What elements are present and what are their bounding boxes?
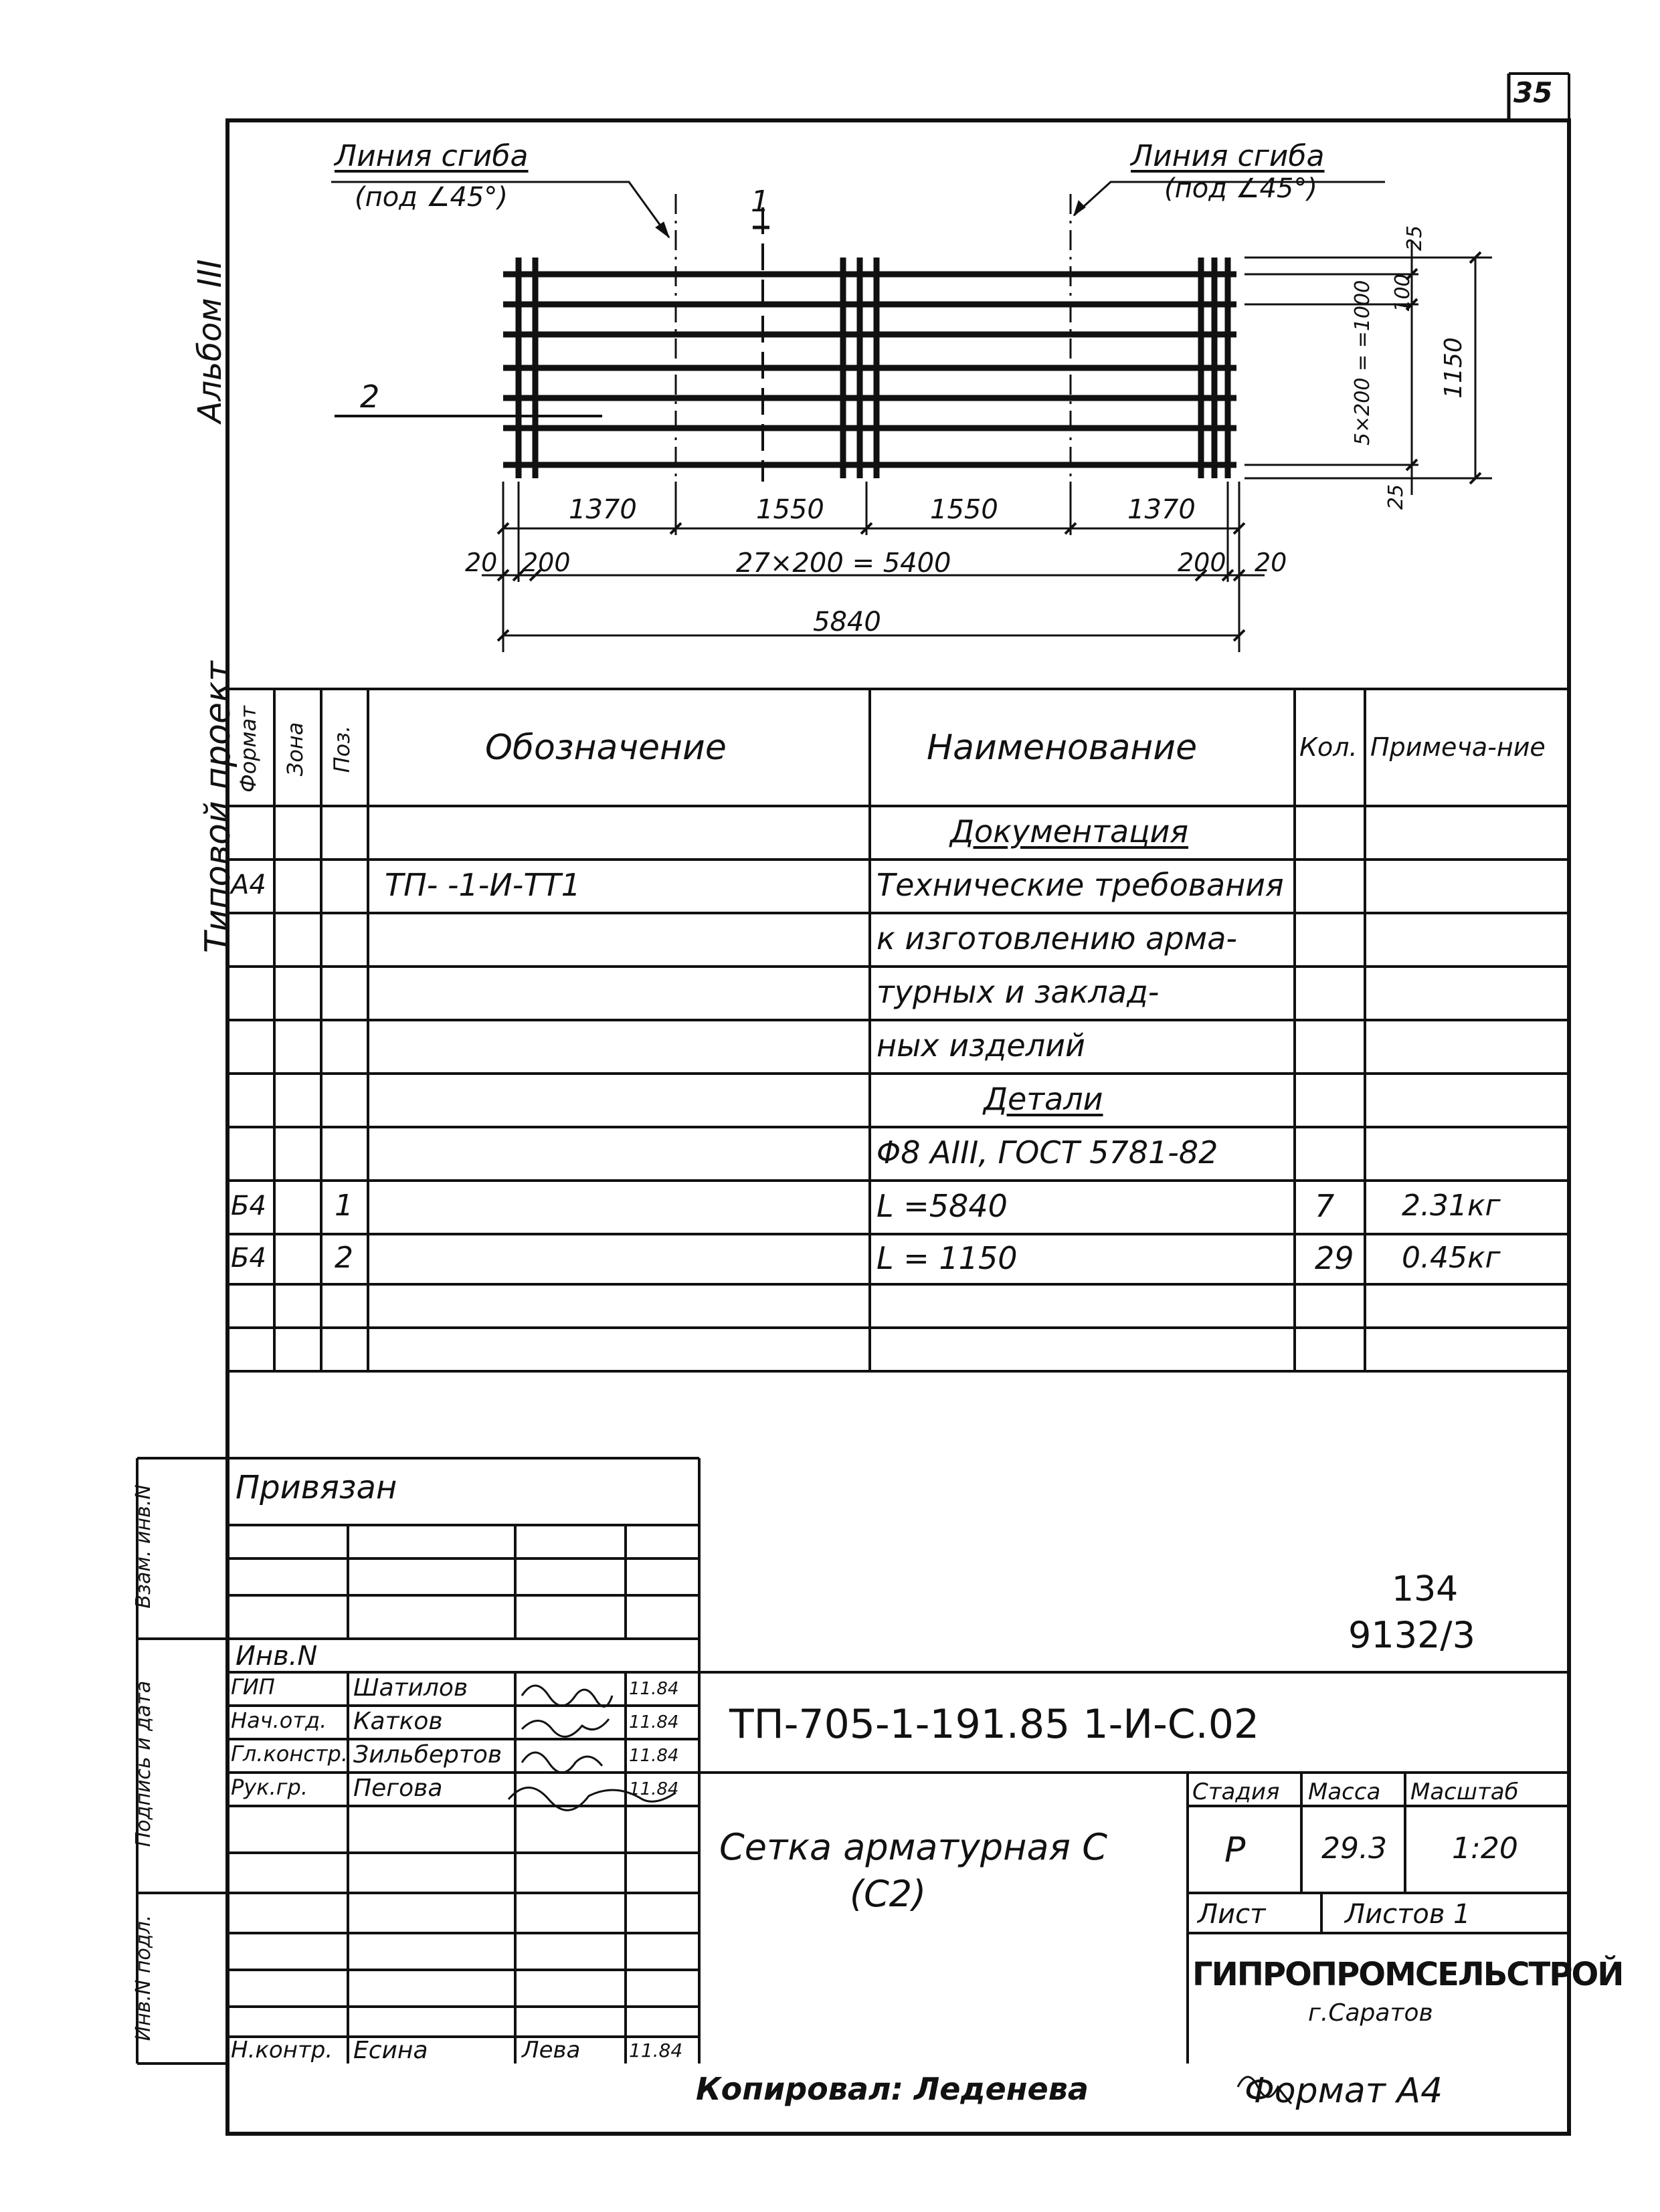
dim-1150: 1150 <box>1440 337 1467 399</box>
spec-row-3-name: к изготовлению арма- <box>877 920 1238 957</box>
archive-number: 9132/3 <box>1348 1614 1475 1656</box>
spec-row-9-format: Б4 <box>231 1242 266 1274</box>
spec-row-9-pos: 2 <box>335 1240 353 1275</box>
spec-row-8-note: 2.31кг <box>1402 1189 1501 1223</box>
sheets-label: Листов 1 <box>1345 1899 1471 1930</box>
header-zone: Зона <box>282 722 308 777</box>
norm-control-sign: Лева <box>522 2037 581 2064</box>
spec-row-2-name: Технические требования <box>877 867 1284 903</box>
longitudinal-bars <box>503 274 1236 465</box>
page-number: 35 <box>1513 76 1553 109</box>
spec-row-8-format: Б4 <box>231 1191 266 1221</box>
header-pos: Поз. <box>329 725 355 773</box>
dim-200-right: 200 <box>1178 548 1226 577</box>
mass-label: Масса <box>1308 1779 1381 1805</box>
signature-4-role: Рук.гр. <box>231 1775 308 1800</box>
header-format: Формат <box>236 706 261 793</box>
signature-3-role: Гл.констр. <box>231 1741 348 1767</box>
dim-25-bottom: 25 <box>1384 484 1408 510</box>
dim-20-left: 20 <box>465 548 498 577</box>
signature-3-date: 11.84 <box>629 1746 679 1766</box>
mass-value: 29.3 <box>1321 1831 1387 1866</box>
spec-row-8-qty: 7 <box>1315 1188 1335 1224</box>
signature-2-date: 11.84 <box>629 1712 679 1732</box>
spec-row-6-name: Детали <box>984 1081 1103 1117</box>
sheet-label: Лист <box>1198 1899 1266 1930</box>
dim-1370-right: 1370 <box>1127 494 1196 525</box>
scale-label: Масштаб <box>1410 1779 1519 1805</box>
section-2-label: 2 <box>360 379 380 415</box>
signature-1-role: ГИП <box>231 1674 275 1700</box>
signature-1-name: Шатилов <box>353 1674 468 1702</box>
dim-1550-right: 1550 <box>930 494 998 525</box>
dim-5400: 27×200 = 5400 <box>736 548 951 579</box>
spec-row-4-name: турных и заклад- <box>877 974 1160 1010</box>
norm-control-name: Есина <box>353 2037 428 2064</box>
dim-20-right: 20 <box>1255 548 1287 577</box>
header-designation: Обозначение <box>485 728 727 768</box>
leader-left-arrow <box>656 222 669 237</box>
title-line-1: Сетка арматурная С <box>719 1826 1107 1868</box>
dim-25-top: 25 <box>1403 225 1426 252</box>
format-label: Формат А4 <box>1244 2071 1443 2111</box>
dim-5840: 5840 <box>813 607 881 637</box>
mesh-drawing <box>331 182 1385 482</box>
spec-row-2-designation: ТП- -1-И-ТТ1 <box>385 867 581 903</box>
leader-right-arrow <box>1074 201 1085 215</box>
signature-1-date: 11.84 <box>629 1679 679 1699</box>
spec-row-5-name: ных изделий <box>877 1027 1085 1064</box>
dim-5x200: 5×200 = =1000 <box>1351 280 1374 445</box>
copied-by: Копировал: Леденева <box>696 2071 1089 2107</box>
spec-row-2-format: А4 <box>231 870 266 900</box>
spec-row-9-qty: 29 <box>1315 1239 1354 1276</box>
project-label: Типовой проект <box>198 661 238 953</box>
inv-no-label: Инв.N <box>236 1641 318 1672</box>
title-line-2: (С2) <box>850 1873 927 1915</box>
norm-control-date: 11.84 <box>629 2039 683 2062</box>
spec-row-9-name: L = 1150 <box>877 1239 1018 1276</box>
signature-2-role: Нач.отд. <box>231 1708 327 1733</box>
spec-row-8-pos: 1 <box>335 1189 353 1223</box>
bend-line-left-sub: (под ∠45°) <box>355 182 508 213</box>
scale-value: 1:20 <box>1452 1831 1518 1866</box>
dim-100: 100 <box>1391 274 1414 312</box>
section-1-label: 1 <box>751 185 769 219</box>
organization: ГИПРОПРОМСЕЛЬСТРОЙ <box>1192 1956 1623 1993</box>
document-code: ТП-705-1-191.85 1-И-С.02 <box>729 1701 1260 1748</box>
signature-3-name: Зильбертов <box>353 1741 502 1769</box>
spec-row-8-name: L =5840 <box>877 1188 1008 1224</box>
bend-line-right-label: Линия сгиба <box>1131 139 1325 173</box>
spec-row-9-note: 0.45кг <box>1402 1240 1501 1275</box>
header-qty: Кол. <box>1299 732 1358 762</box>
stage-value: Р <box>1224 1830 1246 1870</box>
spec-row-7-name: Φ8 АIII, ГОСТ 5781-82 <box>877 1134 1218 1171</box>
dim-1370-left: 1370 <box>569 494 637 525</box>
spec-row-1-name: Документация <box>950 813 1189 849</box>
norm-control-role: Н.контр. <box>231 2037 333 2064</box>
signature-4-name: Пегова <box>353 1775 443 1802</box>
bend-lines <box>676 194 1071 482</box>
margin-cell-signature-date: Подпись и дата <box>132 1680 155 1847</box>
header-note: Примеча-ние <box>1370 732 1546 762</box>
margin-cell-original-inv: Инв.N подл. <box>132 1914 155 2041</box>
signature-4-date: 11.84 <box>629 1779 679 1799</box>
organization-city: г.Саратов <box>1308 1999 1433 2027</box>
dim-200-left: 200 <box>522 548 571 577</box>
bend-line-left-label: Линия сгиба <box>335 139 529 173</box>
album-label: Альбом III <box>191 259 229 423</box>
inventory-number: 134 <box>1392 1569 1459 1609</box>
dim-1550-left: 1550 <box>756 494 824 525</box>
signature-2-name: Катков <box>353 1708 443 1735</box>
margin-cell-replace-inv: Взам. инв.N <box>132 1484 155 1609</box>
bend-line-right-sub: (под ∠45°) <box>1164 173 1317 204</box>
bound-label: Привязан <box>236 1469 397 1506</box>
stage-label: Стадия <box>1192 1779 1280 1805</box>
header-name: Наименование <box>927 728 1198 768</box>
